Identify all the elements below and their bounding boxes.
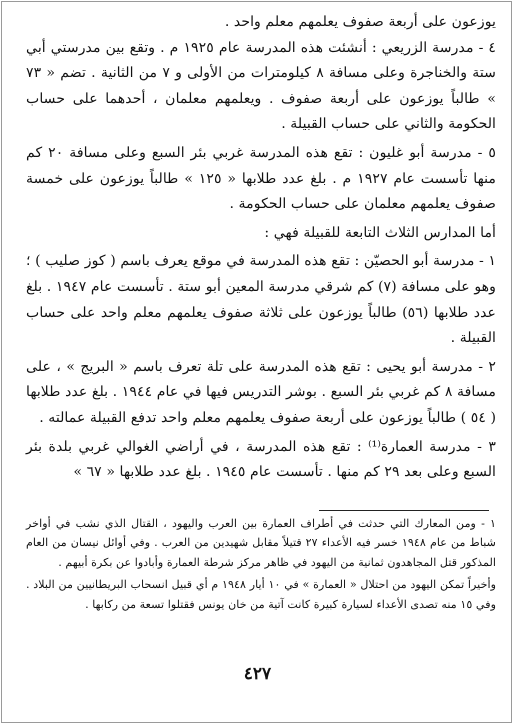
paragraph-school-abu-husayn: ١ - مدرسة أبو الحصيّن : تقع هذه المدرسة في موقع يعرف باسم ( كوز صليب ) ؛ وهو على مسافة (٧) كم شرقي مدرسة المعين أبو ستة . تأسست عام ١٩٤٧ . بلغ عدد طلابها (٥٦) طالباً يوزعون على ثلاثة صفوف يعلمهم معلم واحد على حساب القبيلة . [26,253,496,347]
document-body [26,10,496,486]
paragraph-school-zurayi: ٤ - مدرسة الزريعي : أنشئت هذه المدرسة عام ١٩٢٥ م . وتقع بين مدرستي أبي ستة والخناجرة وعلى مسافة ٨ كيلومترات من الأولى و ٧ من الثانية . تضم « ٧٣ » طالباً يوزعون على أربعة صفوف . ويعلمهم معلمان ، أحدهما على حساب الحكومة والثاني على حساب القبيلة . [26,39,497,133]
page-number: ٤٢٧ [243,664,272,684]
paragraph-school-imara: ٣ - مدرسة العمارة⁽¹⁾ : تقع هذه المدرسة ، في أراضي الغوالي غربي بلدة بئر السبع وعلى بعد ٢٩ كم منها . تأسست عام ١٩٤٥ . بلغ عدد طلابها « ٦٧ » [26,438,496,481]
paragraph-tribal-schools-intro: أما المدارس الثلاث التابعة للقبيلة فهي : [264,224,496,241]
footnotes-section [26,514,496,614]
paragraph-continuation: يوزعون على أربعة صفوف يعلمهم معلم واحد . [224,14,496,30]
paragraph-school-abu-ghalyun: ٥ - مدرسة أبو غليون : تقع هذه المدرسة غربي بئر السبع وعلى مسافة ٢٠ كم منها تأسست عام ١٩٢٧ م . بلغ عدد طلابها « ١٢٥ » طالباً يوزعون على خمسة صفوف يعلمهم معلمان على حساب الحكومة . [26,144,497,213]
footnote-divider [319,510,489,511]
footnote-1-continued: وأخيراً تمكن اليهود من احتلال « العمارة » في ١٠ أيار ١٩٤٨ م أي قبيل انسحاب البريطانيين من البلاد . وفي ١٥ منه تصدى الأعداء لسيارة كبيرة كانت آتية من خان يونس فقتلوا تسعة من ركابها . [26,578,496,611]
paragraph-school-abu-yahya: ٢ - مدرسة أبو يحيى : تقع هذه المدرسة على تلة تعرف باسم « البريج » ، على مسافة ٨ كم غربي بئر السبع . بوشر التدريس فيها في عام ١٩٤٤ . بلغ عدد طلابها ( ٥٤ ) طالباً يوزعون على أربعة صفوف يعلمهم معلم واحد تدفع القبيلة عمالته . [26,358,496,426]
footnote-1: ١ - ومن المعارك التي حدثت في أطراف العمارة بين العرب واليهود ، القتال الذي نشب في أواخر شباط من عام ١٩٤٨ خسر فيه الأعداء ٢٧ قتيلاً مقابل شهيدين من العرب . وفي أوائل نيسان من العام المذكور قتل المجاهدون ثمانية من اليهود في ظاهر مركز شرطة العمارة وأبادوا عن بكرة أبيهم . [26,517,496,569]
